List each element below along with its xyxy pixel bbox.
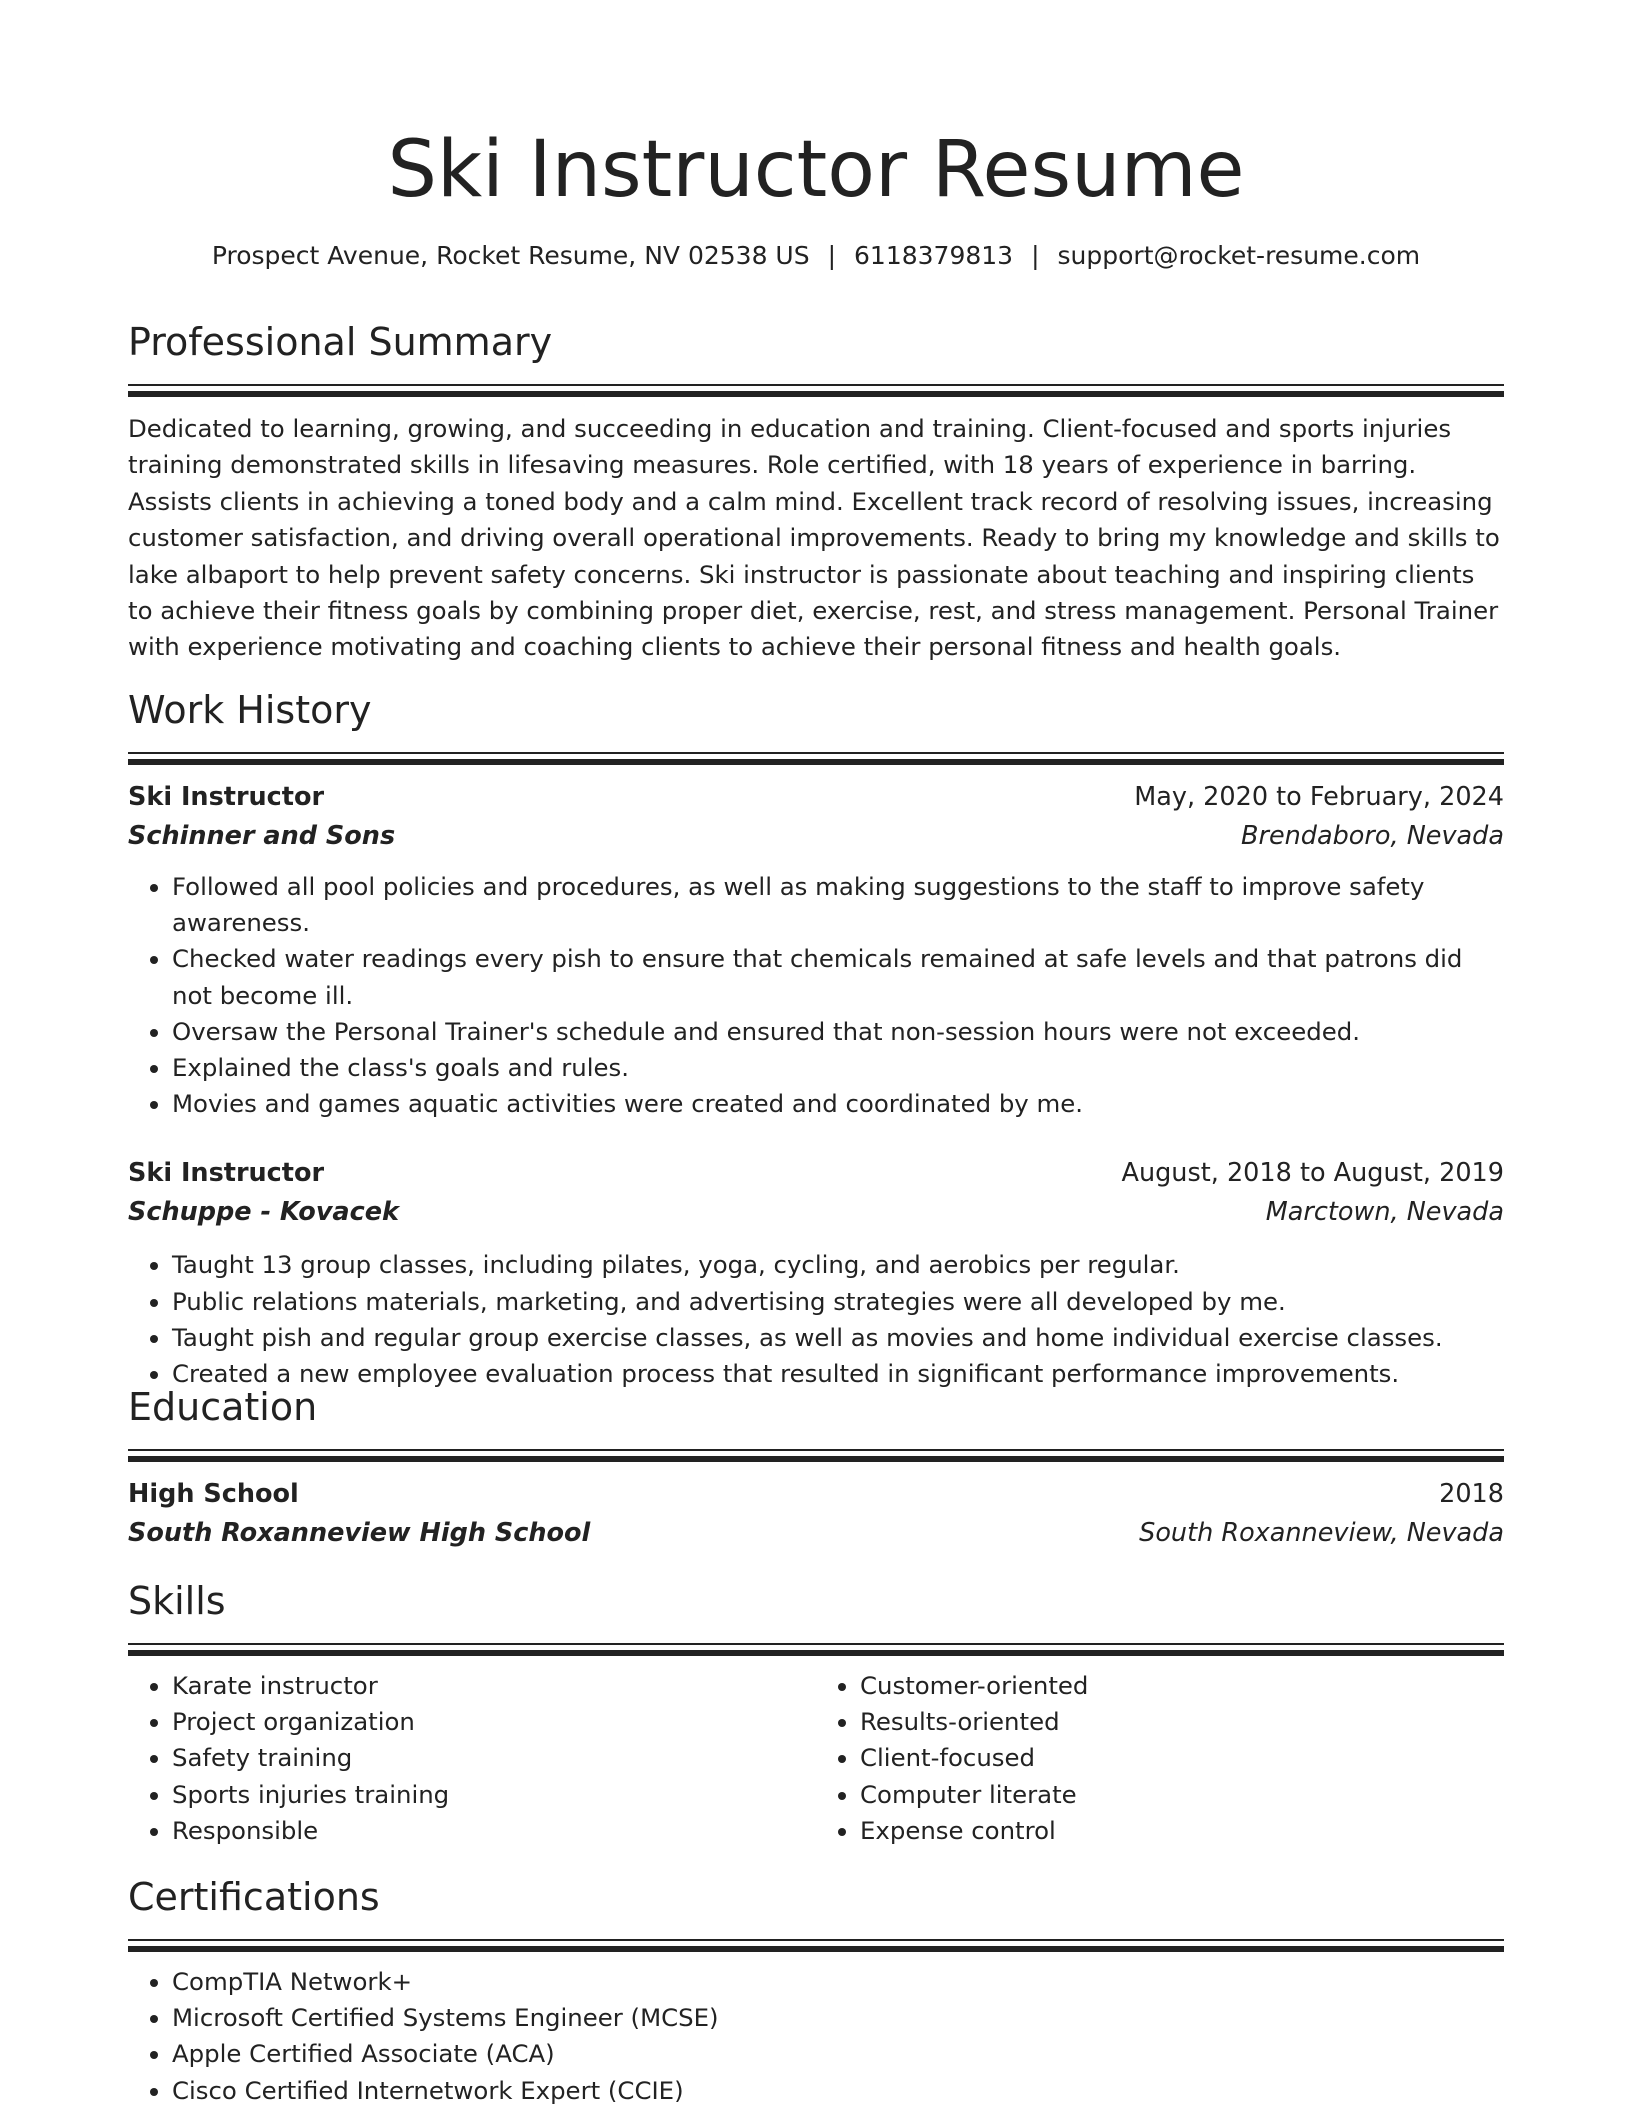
section-rule xyxy=(128,384,1504,386)
education-section xyxy=(128,1379,1504,1553)
section-heading: Work History xyxy=(128,688,372,732)
contact-separator: | xyxy=(1031,241,1040,270)
list-item: • Expense control xyxy=(860,1813,1504,1849)
list-item: • Checked water readings every pish to ensure that chemicals remained at safe levels and that patrons did not become ill. xyxy=(172,941,1504,1013)
list-item: • Microsoft Certified Systems Engineer (MCSE) xyxy=(172,2000,1504,2036)
job-location: Marctown, Nevada xyxy=(1265,1197,1504,1228)
list-item: • Customer-oriented xyxy=(860,1668,1504,1704)
job-dates: August, 2018 to August, 2019 xyxy=(1121,1158,1504,1189)
section-rule-thick xyxy=(128,391,1504,397)
section-heading: Certifications xyxy=(128,1875,380,1919)
contact-address: Prospect Avenue, Rocket Resume, NV 02538 US xyxy=(211,241,810,270)
section-rule-thick xyxy=(128,1650,1504,1656)
list-item: • Taught 13 group classes, including pilates, yoga, cycling, and aerobics per regular. xyxy=(172,1247,1504,1283)
resume-title: Ski Instructor Resume xyxy=(387,125,1245,215)
work-history-section xyxy=(128,682,1504,1392)
list-item: • Responsible xyxy=(172,1813,816,1849)
summary-section xyxy=(128,314,1504,666)
skills-section xyxy=(128,1573,1504,1849)
school-location: South Roxanneview, Nevada xyxy=(1139,1518,1504,1548)
job-dates: May, 2020 to February, 2024 xyxy=(1134,782,1504,812)
list-item: • Public relations materials, marketing, and advertising strategies were all developed by me. xyxy=(172,1284,1504,1320)
certifications-section xyxy=(128,1869,1504,2109)
section-heading: Education xyxy=(128,1385,318,1429)
list-item: • Computer literate xyxy=(860,1777,1504,1813)
section-heading: Professional Summary xyxy=(128,320,553,364)
summary-text: Dedicated to learning, growing, and succeeding in education and training. Client-focused and sports injuries training demonstrated skills in lifesaving measures. Role certified, with 18 years of experience in barring. Assists clients in achieving a toned body and a calm mind. Excellent track record of resolving issues, increasing customer satisfaction, and driving overall operational improvements. Ready to bring my knowledge and skills to lake albaport to help prevent safety concerns. Ski instructor is passionate about teaching and inspiring clients to achieve their fitness goals by combining proper diet, exercise, rest, and stress management. Personal Trainer with experience motivating and coaching clients to achieve their personal fitness and health goals. xyxy=(128,414,1500,662)
contact-line xyxy=(128,236,1504,276)
job-title: Ski Instructor xyxy=(128,782,325,812)
contact-email: support@rocket-resume.com xyxy=(1057,241,1421,270)
education-entry xyxy=(128,1475,1504,1553)
school-name: South Roxanneview High School xyxy=(128,1518,591,1548)
list-item: • Karate instructor xyxy=(172,1668,816,1704)
job-location: Brendaboro, Nevada xyxy=(1240,821,1504,851)
list-item: • Created a new employee evaluation process that resulted in significant performance improvements. xyxy=(172,1356,1504,1392)
list-item: • Movies and games aquatic activities were created and coordinated by me. xyxy=(172,1086,1504,1122)
contact-separator: | xyxy=(827,241,837,270)
list-item: • Taught pish and regular group exercise classes, as well as movies and home individual exercise classes. xyxy=(172,1320,1504,1356)
certifications-list xyxy=(128,1964,1504,2109)
job-bullets xyxy=(128,1247,1504,1392)
section-rule xyxy=(128,1449,1504,1451)
section-rule xyxy=(128,1643,1504,1645)
list-item: • Followed all pool policies and procedures, as well as making suggestions to the staff to improve safety awareness. xyxy=(172,869,1504,941)
list-item: • Project organization xyxy=(172,1704,816,1740)
list-item: • Results-oriented xyxy=(860,1704,1504,1740)
section-rule-thick xyxy=(128,1946,1504,1952)
section-rule xyxy=(128,1939,1504,1941)
section-heading: Skills xyxy=(128,1579,226,1623)
degree: High School xyxy=(128,1479,299,1509)
list-item: • Apple Certified Associate (ACA) xyxy=(172,2036,1504,2072)
skills-list-right xyxy=(816,1668,1504,1849)
section-rule xyxy=(128,752,1504,754)
list-item: • Cisco Certified Internetwork Expert (CCIE) xyxy=(172,2073,1504,2109)
job-entry xyxy=(128,778,1504,1122)
section-rule-thick xyxy=(128,1456,1504,1462)
skills-columns xyxy=(128,1668,1504,1849)
contact-phone: 6118379813 xyxy=(854,241,1014,270)
list-item: • CompTIA Network+ xyxy=(172,1964,1504,2000)
list-item: • Explained the class's goals and rules. xyxy=(172,1050,1504,1086)
job-company: Schuppe - Kovacek xyxy=(128,1197,400,1228)
list-item: • Client-focused xyxy=(860,1740,1504,1776)
job-company: Schinner and Sons xyxy=(128,821,396,851)
job-title: Ski Instructor xyxy=(128,1158,325,1189)
section-rule-thick xyxy=(128,759,1504,765)
job-bullets xyxy=(128,869,1504,1122)
list-item: • Safety training xyxy=(172,1740,816,1776)
list-item: • Sports injuries training xyxy=(172,1777,816,1813)
skills-list-left xyxy=(128,1668,816,1849)
job-entry xyxy=(128,1154,1504,1392)
graduation-year: 2018 xyxy=(1439,1479,1504,1509)
list-item: • Oversaw the Personal Trainer's schedule and ensured that non-session hours were not exceeded. xyxy=(172,1014,1504,1050)
